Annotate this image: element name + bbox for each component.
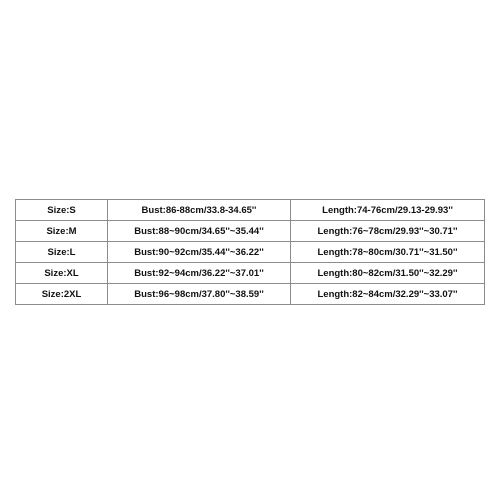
- bust-cell: Bust:90~92cm/35.44''~36.22'': [108, 242, 291, 263]
- size-cell: Size:2XL: [16, 284, 108, 305]
- table-row: [16, 263, 485, 284]
- table-row: [16, 242, 485, 263]
- bust-cell: Bust:86-88cm/33.8-34.65'': [108, 200, 291, 221]
- length-cell: Length:78~80cm/30.71''~31.50'': [291, 242, 485, 263]
- length-cell: Length:76~78cm/29.93''~30.71'': [291, 221, 485, 242]
- bust-cell: Bust:96~98cm/37.80''~38.59'': [108, 284, 291, 305]
- size-cell: Size:S: [16, 200, 108, 221]
- length-cell: Length:74-76cm/29.13-29.93'': [291, 200, 485, 221]
- table-row: [16, 200, 485, 221]
- size-cell: Size:M: [16, 221, 108, 242]
- table-row: [16, 221, 485, 242]
- length-cell: Length:82~84cm/32.29''~33.07'': [291, 284, 485, 305]
- size-cell: Size:XL: [16, 263, 108, 284]
- table-row: [16, 284, 485, 305]
- bust-cell: Bust:92~94cm/36.22''~37.01'': [108, 263, 291, 284]
- length-cell: Length:80~82cm/31.50''~32.29'': [291, 263, 485, 284]
- bust-cell: Bust:88~90cm/34.65''~35.44'': [108, 221, 291, 242]
- size-cell: Size:L: [16, 242, 108, 263]
- size-chart-table: [15, 199, 485, 305]
